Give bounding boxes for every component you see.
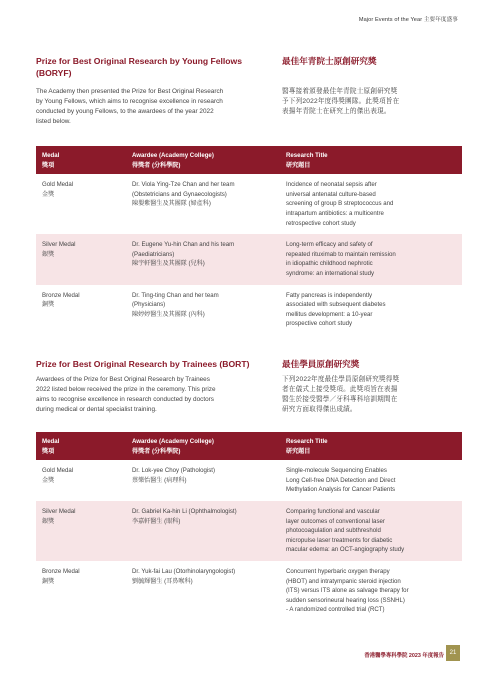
medal-en: Gold Medal (42, 181, 74, 189)
research-title-header-zh: 研究題目 (286, 447, 311, 455)
research-title-cell (280, 174, 462, 234)
title-line: intrapartum antibiotics: a multicentre (286, 209, 384, 217)
table-row (36, 561, 462, 621)
medal-cell (36, 501, 126, 561)
title-line: photocoagulation and subthreshold (286, 527, 381, 535)
awardee-line: (Physicians) (132, 301, 166, 309)
awardee-line: Dr. Ting-ting Chan and her team (132, 291, 219, 299)
awardee-header (126, 146, 280, 174)
medal-en: Bronze Medal (42, 291, 80, 299)
medal-zh: 銅獎 (42, 301, 55, 309)
title-line: Comparing functional and vascular (286, 507, 380, 515)
medal-zh: 金獎 (42, 190, 55, 198)
medal-cell (36, 460, 126, 501)
boryf-intro-en (36, 87, 272, 127)
medal-zh: 金獎 (42, 476, 55, 484)
awardee-header-en: Awardee (Academy College) (132, 152, 214, 159)
title-line: macular edema: an OCT-angiography study (286, 546, 405, 554)
bort-title-en: Prize for Best Original Research by Trainees (BORT) (36, 359, 250, 369)
research-title-header-zh: 研究題目 (286, 161, 311, 169)
table-header-row (36, 146, 462, 174)
title-line: Concurrent hyperbaric oxygen therapy (286, 567, 390, 575)
research-title-cell (280, 234, 462, 284)
awardee-line: 陳婷婷醫生及其團隊 (內科) (132, 310, 205, 318)
awardee-line: Dr. Viola Ying-Tze Chan and her team (132, 181, 235, 189)
bort-intro-zh-line: 者在儀式上接受獎項。此獎項旨在表揚 (282, 386, 398, 393)
medal-en: Bronze Medal (42, 567, 80, 575)
title-line: micropulse laser treatments for diabetic (286, 536, 393, 544)
title-line: universal antenatal culture-based (286, 190, 376, 198)
awardee-line: Dr. Gabriel Ka-hin Li (Ophthalmologist) (132, 507, 237, 515)
awardee-line: (Obstetricians and Gynaecologists) (132, 190, 227, 198)
title-line: - A randomized controlled trial (RCT) (286, 606, 385, 614)
title-line: Methylation Analysis for Cancer Patients (286, 486, 396, 494)
boryf-intro-zh-line: 予下列2022年度得獎團隊。此獎項旨在 (282, 98, 400, 105)
bort-intro-line: 2022 listed below received the prize in the ceremony. This prize (36, 386, 216, 393)
table-row (36, 234, 462, 284)
page-header: Major Events of the Year 主要年度盛事 (358, 17, 458, 23)
title-line: retrospective cohort study (286, 219, 356, 227)
bort-intro-en (36, 375, 272, 415)
awardee-cell (126, 285, 280, 335)
awardee-line: 陳宇軒醫生及其團隊 (兒科) (132, 260, 205, 268)
boryf-title-en (36, 55, 274, 79)
awardee-header-zh: 得獎者 (分科學院) (132, 161, 181, 169)
research-title-cell (280, 561, 462, 621)
title-line: sudden sensorineural hearing loss (SSNHL) (286, 596, 405, 604)
title-line: prospective cohort study (286, 320, 353, 328)
research-title-cell (280, 285, 462, 335)
boryf-intro-line: listed below. (36, 118, 71, 125)
title-line: screening of group B streptococcus and (286, 200, 394, 208)
boryf-intro-zh-line: 表揚年青院士在研究上的傑出表現。 (282, 108, 391, 115)
awardee-header-en: Awardee (Academy College) (132, 438, 214, 445)
title-line: in idiopathic childhood nephrotic (286, 260, 373, 268)
table-row (36, 460, 462, 501)
medal-header (36, 432, 126, 460)
medal-header-zh: 獎項 (42, 161, 55, 169)
research-title-cell (280, 501, 462, 561)
awardee-line: 李嘉軒醫生 (眼科) (132, 517, 181, 525)
bort-intro-zh-line: 下列2022年度最佳學員原創研究獎得獎 (282, 376, 400, 383)
awardee-line: Dr. Eugene Yu-hin Chan and his team (132, 241, 235, 249)
bort-intro-zh (282, 375, 460, 415)
boryf-title-zh: 最佳年青院士原創研究獎 (282, 56, 377, 66)
bort-section (36, 358, 462, 638)
medal-header (36, 146, 126, 174)
medal-zh: 銅獎 (42, 577, 55, 585)
title-line: Long-term efficacy and safety of (286, 241, 373, 249)
title-line: associated with subsequent diabetes (286, 301, 386, 309)
title-line: mellitus development: a 10-year (286, 310, 373, 318)
bort-title-zh: 最佳學員原創研究獎 (282, 359, 360, 369)
title-line: layer outcomes of conventional laser (286, 517, 385, 525)
awardee-header (126, 432, 280, 460)
bort-intro-line: during medical or dental specialist training. (36, 406, 157, 413)
boryf-intro-zh (282, 87, 460, 117)
bort-intro-zh-line: 研究方面取得傑出成績。 (282, 406, 357, 413)
title-line: (ITS) versus ITS alone as salvage therapy for (286, 587, 409, 595)
table-row (36, 285, 462, 335)
boryf-intro-line: The Academy then presented the Prize for Best Original Research (36, 88, 224, 95)
footer-report-title: 香港醫學專科學院 2023 年度報告 (364, 653, 444, 659)
medal-header-en: Medal (42, 438, 60, 445)
page-number: 21 (446, 645, 460, 661)
awardee-line: (Paediatricians) (132, 250, 175, 258)
table-header-row (36, 432, 462, 460)
awardee-cell (126, 174, 280, 234)
medal-header-en: Medal (42, 152, 60, 159)
research-title-header-en: Research Title (286, 438, 328, 445)
medal-cell (36, 174, 126, 234)
bort-intro-zh-line: 醫生於接受醫學／牙科專科培訓期間在 (282, 396, 398, 403)
medal-header-zh: 獎項 (42, 447, 55, 455)
awardee-line: Dr. Yuk-fai Lau (Otorhinolaryngologist) (132, 567, 236, 575)
awardee-header-zh: 得獎者 (分科學院) (132, 447, 181, 455)
medal-zh: 銀獎 (42, 517, 55, 525)
medal-cell (36, 285, 126, 335)
bort-intro-line: Awardees of the Prize for Best Original Research by Trainees (36, 376, 210, 383)
title-line: syndrome: an international study (286, 269, 375, 277)
boryf-title-line-1: Prize for Best Original Research by Young Fellows (36, 56, 242, 66)
title-line: repeated rituximab to maintain remission (286, 250, 396, 258)
awardee-cell (126, 234, 280, 284)
research-title-cell (280, 460, 462, 501)
research-title-header-en: Research Title (286, 152, 328, 159)
boryf-awards-table (36, 146, 462, 335)
boryf-title-line-2: (BORYF) (36, 68, 72, 78)
boryf-section (36, 55, 462, 345)
title-line: Fatty pancreas is independently (286, 291, 373, 299)
awardee-line: 劉毓輝醫生 (耳鼻喉科) (132, 577, 193, 585)
awardee-line: 蔡樂怡醫生 (病理科) (132, 476, 187, 484)
medal-en: Gold Medal (42, 467, 74, 475)
medal-zh: 銀獎 (42, 250, 55, 258)
title-line: Long Cell-free DNA Detection and Direct (286, 476, 396, 484)
table-row (36, 501, 462, 561)
research-title-header (280, 146, 462, 174)
awardee-line: Dr. Lok-yee Choy (Pathologist) (132, 467, 215, 475)
boryf-intro-line: by Young Fellows, which aims to recognise excellence in research (36, 98, 223, 105)
medal-cell (36, 234, 126, 284)
awardee-cell (126, 561, 280, 621)
boryf-intro-zh-line: 醫專接着頒發最佳年青院士原創研究獎 (282, 88, 398, 95)
title-line: (HBOT) and intratympanic steroid injection (286, 577, 401, 585)
awardee-cell (126, 460, 280, 501)
medal-cell (36, 561, 126, 621)
awardee-line: 陳嬰紫醫生及其團隊 (婦產科) (132, 200, 211, 208)
bort-intro-line: aims to recognise excellence in research conducted by doctors (36, 396, 214, 403)
boryf-intro-line: conducted by young Fellows, to the awardees of the year 2022 (36, 108, 214, 115)
title-line: Incidence of neonatal sepsis after (286, 181, 377, 189)
awardee-cell (126, 501, 280, 561)
medal-en: Silver Medal (42, 507, 76, 515)
table-row (36, 174, 462, 234)
research-title-header (280, 432, 462, 460)
title-line: Single-molecule Sequencing Enables (286, 467, 387, 475)
bort-awards-table (36, 432, 462, 621)
medal-en: Silver Medal (42, 241, 76, 249)
